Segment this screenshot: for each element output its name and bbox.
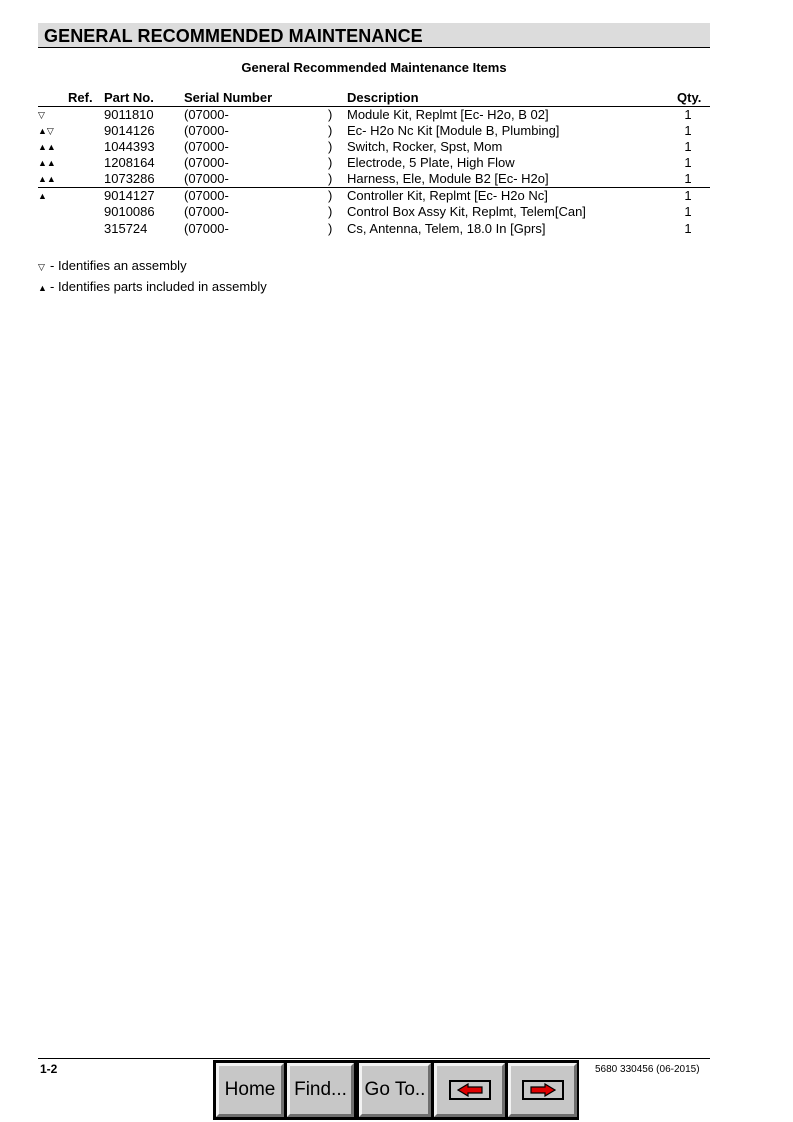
col-header-description: Description	[347, 90, 419, 105]
table-row	[38, 204, 710, 220]
serial-to: )	[328, 171, 333, 186]
ref-symbol: ▲▲	[38, 174, 56, 184]
col-header-part-no: Part No.	[104, 90, 154, 105]
description: Switch, Rocker, Spst, Mom	[347, 139, 503, 154]
nav-group-secondary	[357, 1060, 579, 1120]
serial-from: (07000-	[184, 155, 229, 170]
next-arrow-frame	[522, 1080, 564, 1100]
quantity: 1	[684, 171, 692, 186]
quantity: 1	[684, 204, 692, 219]
ref-symbol: ▲▽	[38, 126, 54, 136]
part-number: 9014126	[104, 123, 155, 138]
legend-included-parts	[38, 279, 267, 294]
page-title: GENERAL RECOMMENDED MAINTENANCE	[44, 26, 423, 46]
serial-to: )	[328, 221, 333, 236]
ref-symbol: ▲	[38, 191, 47, 201]
quantity: 1	[684, 123, 692, 138]
serial-to: )	[328, 155, 333, 170]
quantity: 1	[684, 139, 692, 154]
part-number: 9011810	[104, 107, 154, 122]
description: Control Box Assy Kit, Replmt, Telem[Can]	[347, 204, 586, 219]
serial-from: (07000-	[184, 171, 229, 186]
footer-divider	[38, 1058, 710, 1059]
table-row	[38, 221, 710, 237]
serial-from: (07000-	[184, 188, 229, 203]
serial-to: )	[328, 123, 333, 138]
next-page-button[interactable]	[508, 1063, 577, 1117]
serial-to: )	[328, 188, 333, 203]
description: Electrode, 5 Plate, High Flow	[347, 155, 515, 170]
quantity: 1	[684, 155, 692, 170]
table-row	[38, 188, 710, 204]
table-row	[38, 139, 710, 155]
quantity: 1	[684, 188, 692, 203]
col-header-ref: Ref.	[68, 90, 93, 105]
part-number: 9014127	[104, 188, 155, 203]
description: Harness, Ele, Module B2 [Ec- H2o]	[347, 171, 549, 186]
quantity: 1	[684, 221, 692, 236]
part-number: 1073286	[104, 171, 155, 186]
find-button[interactable]: Find...	[287, 1063, 354, 1117]
ref-symbol: ▽	[38, 110, 45, 120]
legend-assembly	[38, 258, 187, 273]
nav-group-primary	[213, 1060, 357, 1120]
serial-from: (07000-	[184, 221, 229, 236]
col-header-qty: Qty.	[677, 90, 702, 105]
legend-text: - Identifies parts included in assembly	[50, 279, 267, 294]
table-row	[38, 155, 710, 171]
ref-symbol: ▲▲	[38, 142, 56, 152]
serial-from: (07000-	[184, 139, 229, 154]
part-number: 1044393	[104, 139, 155, 154]
part-number: 9010086	[104, 204, 155, 219]
prev-arrow-frame	[449, 1080, 491, 1100]
description: Ec- H2o Nc Kit [Module B, Plumbing]	[347, 123, 560, 138]
ref-symbol: ▲▲	[38, 158, 56, 168]
previous-page-button[interactable]	[434, 1063, 505, 1117]
col-header-serial-number: Serial Number	[184, 90, 273, 105]
included-part-symbol-icon: ▲	[38, 283, 47, 293]
goto-button[interactable]: Go To..	[359, 1063, 431, 1117]
serial-to: )	[328, 139, 333, 154]
page-header	[38, 23, 710, 48]
right-arrow-icon	[530, 1083, 556, 1097]
page-number: 1-2	[40, 1062, 58, 1076]
table-row	[38, 107, 710, 123]
table-row	[38, 123, 710, 139]
serial-to: )	[328, 204, 333, 219]
serial-to: )	[328, 107, 333, 122]
serial-from: (07000-	[184, 123, 229, 138]
part-number: 315724	[104, 221, 148, 236]
part-number: 1208164	[104, 155, 155, 170]
description: Module Kit, Replmt [Ec- H2o, B 02]	[347, 107, 549, 122]
description: Controller Kit, Replmt [Ec- H2o Nc]	[347, 188, 548, 203]
left-arrow-icon	[457, 1083, 483, 1097]
serial-from: (07000-	[184, 107, 229, 122]
assembly-symbol-icon: ▽	[38, 262, 45, 272]
serial-from: (07000-	[184, 204, 229, 219]
document-code: 5680 330456 (06-2015)	[595, 1064, 700, 1075]
legend-text: - Identifies an assembly	[50, 258, 187, 273]
description: Cs, Antenna, Telem, 18.0 In [Gprs]	[347, 221, 546, 236]
table-row	[38, 171, 710, 187]
home-button[interactable]: Home	[216, 1063, 284, 1117]
table-caption: General Recommended Maintenance Items	[241, 60, 507, 75]
quantity: 1	[684, 107, 692, 122]
